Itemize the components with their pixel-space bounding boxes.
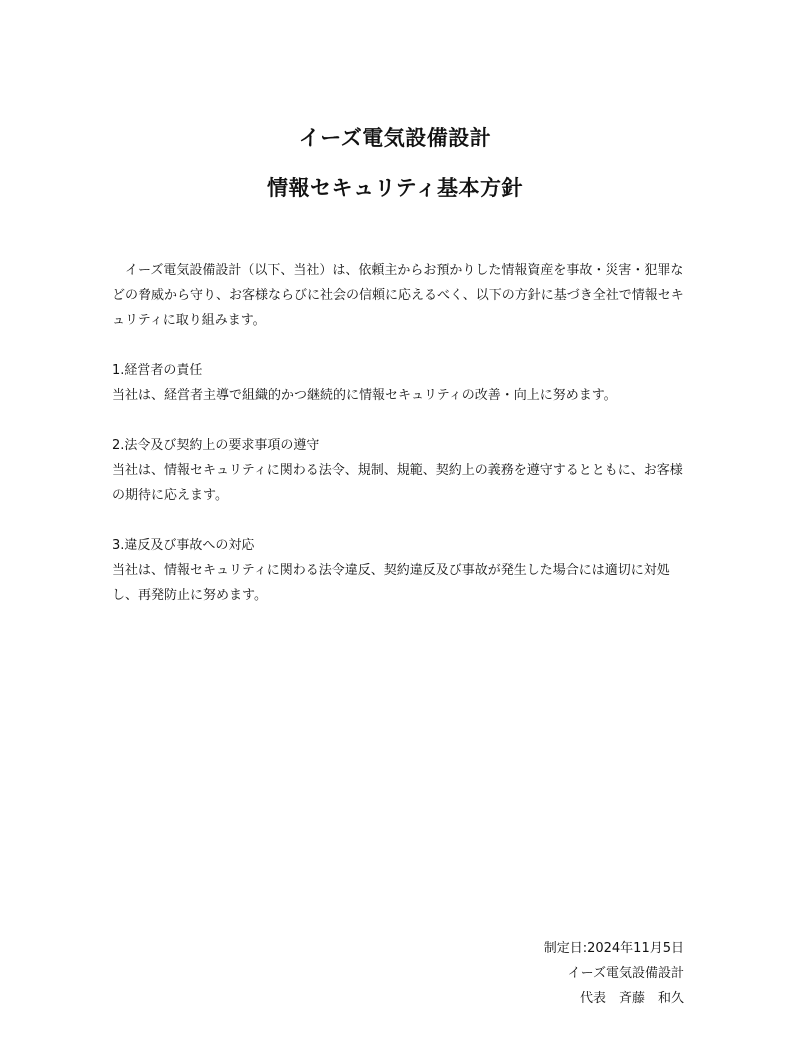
document-footer — [544, 936, 684, 1011]
section-management-responsibility — [112, 358, 688, 408]
section-body: 当社は、経営者主導で組織的かつ継続的に情報セキュリティの改善・向上に努めます。 — [112, 388, 617, 403]
section-heading: 1.経営者の責任 — [112, 363, 203, 378]
section-heading: 3.違反及び事故への対応 — [112, 538, 255, 553]
document-company-title: イーズ電気設備設計 — [298, 126, 492, 150]
footer-company-name: イーズ電気設備設計 — [567, 966, 684, 981]
intro-paragraph: イーズ電気設備設計（以下、当社）は、依頼主からお預かりした情報資産を事故・災害・犯罪などの脅威から守り、お客様ならびに社会の信頼に応えるべく、以下の方針に基づき全社で情報セキュリティに取り組みます。 — [112, 263, 684, 328]
document-policy-title: 情報セキュリティ基本方針 — [267, 176, 523, 200]
representative-name: 代表 斉藤 和久 — [579, 991, 684, 1006]
section-legal-compliance — [112, 433, 688, 508]
enactment-date: 制定日:2024年11月5日 — [543, 941, 684, 956]
section-body: 当社は、情報セキュリティに関わる法令、規制、規範、契約上の義務を遵守するとともに、お客様の期待に応えます。 — [112, 463, 683, 503]
document-body — [112, 258, 688, 608]
section-body: 当社は、情報セキュリティに関わる法令違反、契約違反及び事故が発生した場合には適切に対処し、再発防止に努めます。 — [112, 563, 670, 603]
section-heading: 2.法令及び契約上の要求事項の遵守 — [112, 438, 320, 453]
section-incident-response — [112, 533, 688, 608]
